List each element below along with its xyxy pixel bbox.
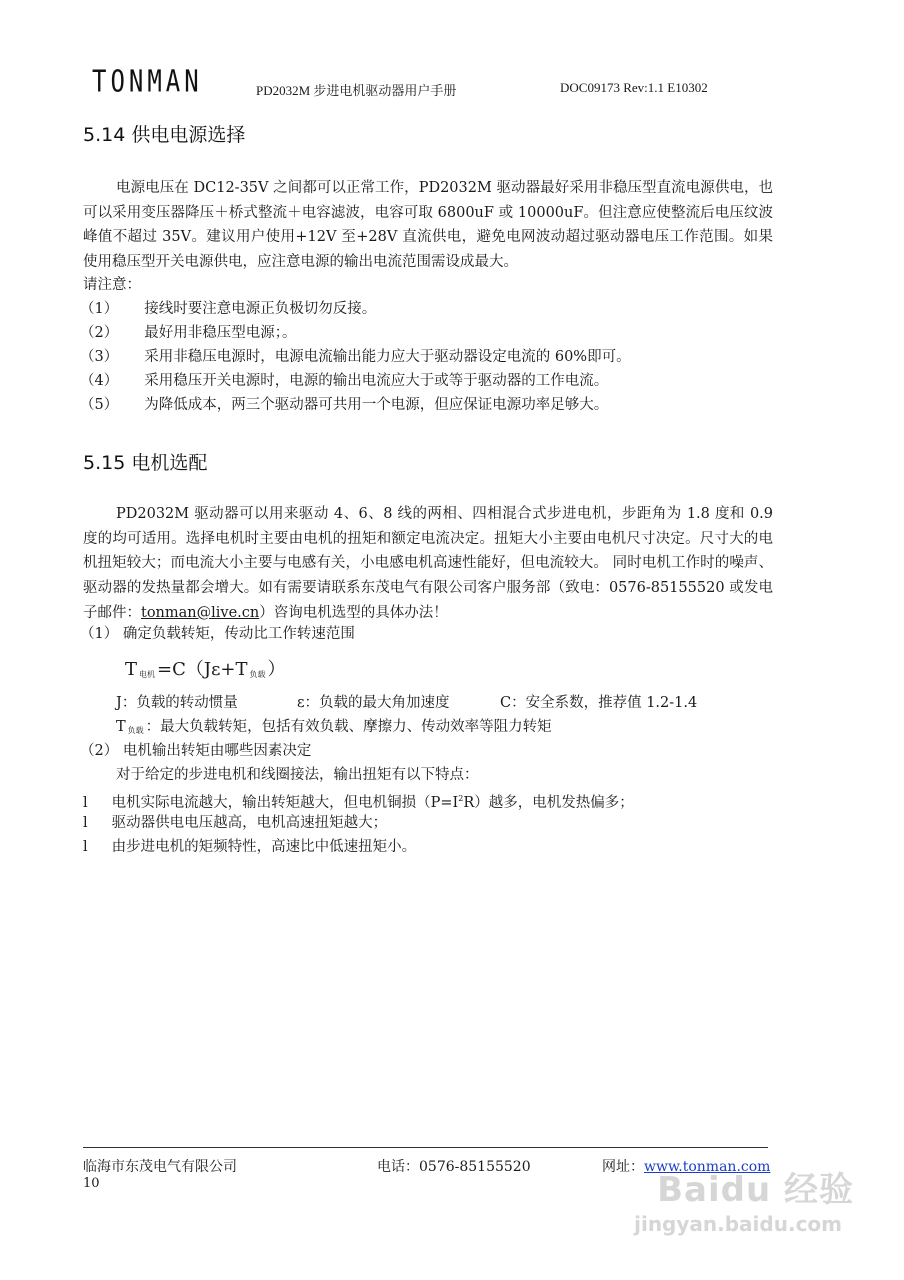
def-epsilon: ε：负载的最大角加速度 <box>297 695 450 711</box>
bullet-1: l 电机实际电流越大，输出转矩越大，但电机铜损$(P=I^2R)$越多，电机发热偏多； <box>83 794 634 811</box>
page-number: 10 <box>83 1176 100 1191</box>
section-5-15-heading: 5.15 电机选配 <box>83 452 208 474</box>
note-item-5: （5） 为降低成本，两三个驱动器可共用一个电源，但应保证电源功率足够大。 <box>80 397 609 413</box>
section-5-14-heading: 5.14 供电电源选择 <box>83 124 246 146</box>
footer-website: 网址：www.tonman.com <box>602 1159 771 1175</box>
email-link[interactable]: tonman@live.cn <box>141 604 260 621</box>
torque-intro: 对于给定的步进电机和线圈接法，输出扭矩有以下特点： <box>116 767 479 783</box>
def-t-load: T $_{负载}$ ：最大负载转矩，包括有效负载、摩擦力、传动效率等阻力转矩 <box>116 719 552 735</box>
note-item-1: （1） 接线时要注意电源正负极切勿反接。 <box>80 301 377 317</box>
note-label: 请注意： <box>83 277 141 293</box>
section-5-14-paragraph: 电源电压在 DC12-35V 之间都可以正常工作，PD2032M 驱动器最好采用非稳压型直流电源供电，也可以采用变压器降压＋桥式整流＋电容滤波，电容可取 6800uF 或 10000uF。但注意应使整流后电压纹波峰值不超过 35V。建议用户使用+12V 至+28V 直流供电，避免电网波动超过驱动器电压工作范围。如果使用稳压型开关电源供电，应注意电源的输出电流范围需设成最大。 <box>83 180 773 271</box>
step-2-label: （2） 电机输出转矩由哪些因素决定 <box>80 743 312 759</box>
baidu-watermark-url: jingyan.baidu.com <box>634 1212 842 1236</box>
torque-formula: T $_{电机}$ =C（Jε+T $_{负载}$ ） <box>125 659 286 680</box>
def-j: J：负载的转动惯量 <box>116 695 238 711</box>
bullet-2: l 驱动器供电电压越高，电机高速扭矩越大； <box>83 815 388 831</box>
tonman-logo: TONMAN <box>92 64 203 99</box>
note-item-4: （4） 采用稳压开关电源时，电源的输出电流应大于或等于驱动器的工作电流。 <box>80 373 609 389</box>
note-item-3: （3） 采用非稳压电源时，电源电流输出能力应大于驱动器设定电流的 60%即可。 <box>80 349 631 365</box>
def-c: C：安全系数，推荐值 1.2-1.4 <box>500 695 698 711</box>
manual-title: PD2032M 步进电机驱动器用户手册 <box>256 83 457 98</box>
document-id: DOC09173 Rev:1.1 E10302 <box>560 80 708 95</box>
section-5-15-paragraph: PD2032M 驱动器可以用来驱动 4、6、8 线的两相、四相混合式步进电机，步距角为 1.8 度和 0.9 度的均可适用。选择电机时主要由电机的扭矩和额定电流决定。扭矩大小主要由电机尺寸决定。尺寸大的电机扭矩较大；而电流大小主要与电感有关，小电感电机高速性能好，但电流较大。 同时电机工作时的噪声、驱动器的发热量都会增大。如有需要请联系东茂电气有限公司客户服务部（致电：0576-85155520 或发电子邮件：tonman@live.cn）咨询电机选型的具体办法！ <box>83 506 773 621</box>
footer-phone: 电话：0576-85155520 <box>377 1159 531 1175</box>
step-1-label: （1） 确定负载转矩，传动比工作转速范围 <box>80 626 355 642</box>
baidu-watermark-logo: Baidu 经验 <box>657 1170 854 1210</box>
bullet-3: l 由步进电机的矩频特性，高速比中低速扭矩小。 <box>83 839 417 855</box>
website-link[interactable]: www.tonman.com <box>644 1159 771 1175</box>
footer-divider <box>83 1147 768 1148</box>
footer-company: 临海市东茂电气有限公司 <box>83 1159 237 1175</box>
note-item-2: （2） 最好用非稳压型电源；。 <box>80 325 297 341</box>
